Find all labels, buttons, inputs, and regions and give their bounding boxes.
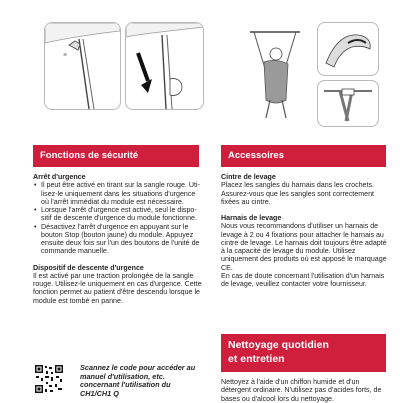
illustration-emergency-pull xyxy=(125,22,204,110)
accessories-title: Accessoires xyxy=(228,150,284,161)
security-text xyxy=(33,173,203,305)
emergency-pull-drawing xyxy=(126,23,203,109)
svg-text:≋: ≋ xyxy=(63,52,68,58)
module-hook-drawing xyxy=(45,23,120,109)
harness-contact-text: En cas de doute concernant l'utilisation d'un harnais de levage, veuillez contacter votre fournisseur. xyxy=(221,271,385,288)
cleaning-header xyxy=(221,334,386,372)
strap-detail-drawing xyxy=(318,81,378,126)
security-title: Fonctions de sécurité xyxy=(40,150,139,161)
qr-code[interactable] xyxy=(34,364,64,394)
list-item: • Il peut être activé en tirant sur la sangle rouge. Uti-lisez-le uniquement dans les situations d'urgence où l'arrêt immédiat du module est nécessaire. xyxy=(41,181,203,206)
lifting-bar-heading: Cintre de levage xyxy=(221,173,276,181)
illustration-bar-hook xyxy=(317,22,379,76)
list-item: • Lorsque l'arrêt d'urgence est activé, seul le dispo-sitif de descente d'urgence du module fonctionne. xyxy=(41,206,203,223)
qr-caption: Scannez le code pour accéder au manuel d'utilisation, etc. concernant l'utilisation du CH1/CH1 Q xyxy=(80,363,196,398)
list-item: • Désactivez l'arrêt d'urgence en appuyant sur le bouton Stop (bouton jaune) du module. Appuyez ensuite deux fois sur l'un des boutons de l'unité de commande manuelle. xyxy=(41,223,203,256)
emergency-stop-list xyxy=(33,181,203,255)
emergency-stop-heading: Arrêt d'urgence xyxy=(33,173,86,181)
security-header xyxy=(33,145,199,167)
patient-harness-drawing xyxy=(240,22,310,122)
illustration-strap-detail xyxy=(317,80,379,127)
cleaning-title-line2: et entretien xyxy=(228,352,285,365)
cleaning-title-line1: Nettoyage quotidien xyxy=(228,339,329,351)
accessories-header xyxy=(221,145,386,167)
accessories-text xyxy=(221,173,387,288)
illustration-module-hook xyxy=(44,22,121,110)
emergency-lowering-text: Il est activé par une traction prolongée de la sangle rouge. Utilisez-le uniquement en cas d'urgence. Cette fonction permet au patient d'être descendu lorsque le module est tombé en panne. xyxy=(33,271,202,305)
bar-hook-drawing xyxy=(318,23,378,75)
lifting-bar-text: Placez les sangles du harnais dans les crochets. Assurez-vous que les sangles sont correctement fixées au cintre. xyxy=(221,181,374,206)
cleaning-text: Nettoyez à l'aide d'un chiffon humide et d'un détergent ordinaire. N'utilisez pas d'acides forts, de bases ou d'alcool lors du nettoyage. xyxy=(221,378,382,403)
qr-code-icon xyxy=(34,364,64,394)
emergency-lowering-heading: Dispositif de descente d'urgence xyxy=(33,263,144,272)
harness-heading: Harnais de levage xyxy=(221,214,282,222)
harness-text: Nous vous recommandons d'utiliser un harnais de levage à 2 ou 4 fixations pour attacher le harnais au cintre de levage. Le harnais doit toujours être adapté à la capacité de levage du module. Utilisez uniquement des produits où est apposé le marquage CE. xyxy=(221,222,387,272)
illustration-patient-harness xyxy=(240,22,310,122)
